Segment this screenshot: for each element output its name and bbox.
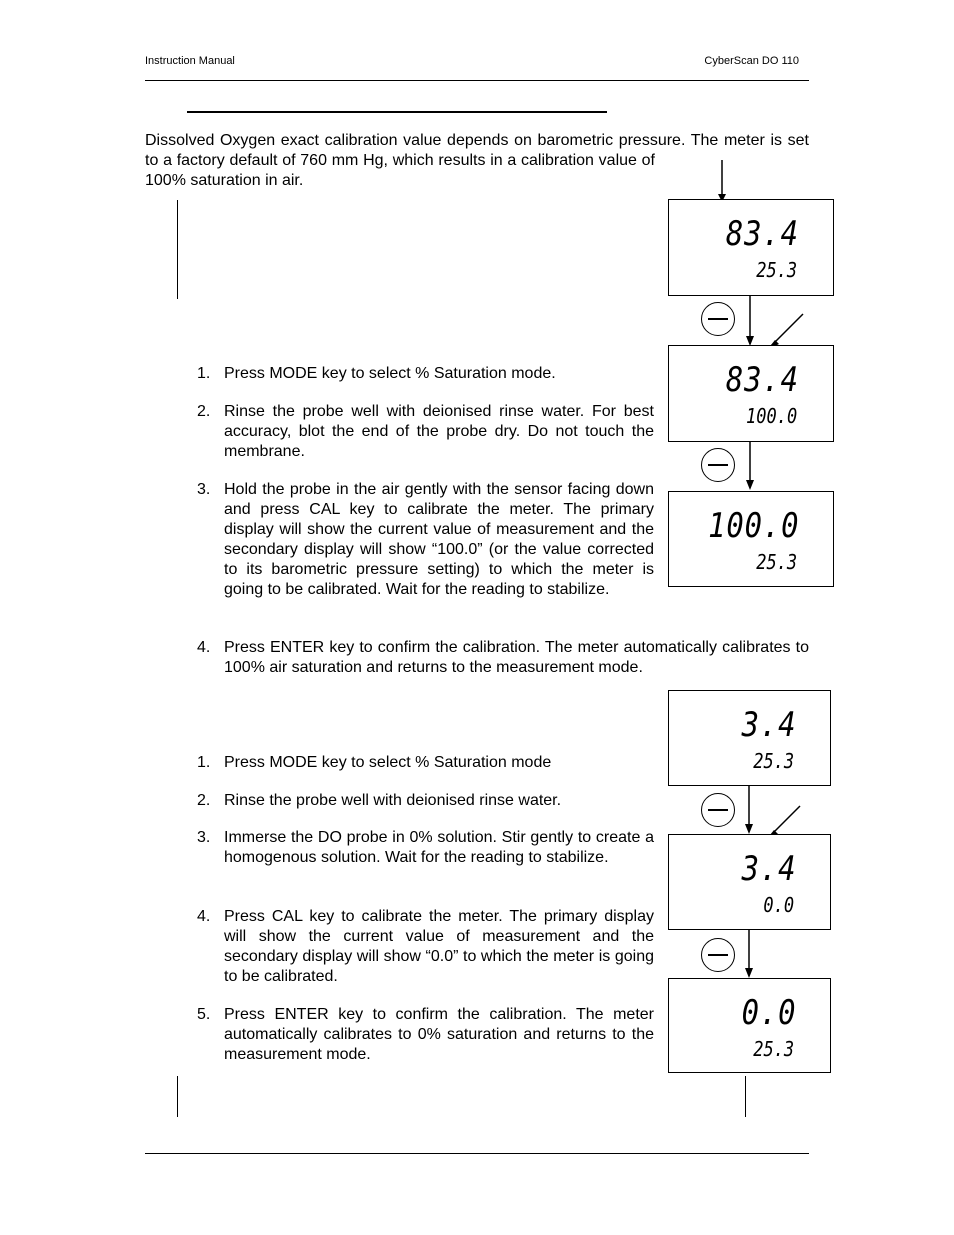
step-text: Rinse the probe well with deionised rinse water. For best accuracy, blot the end of the probe dry. Do not touch the membrane. (224, 403, 654, 460)
step-text: Press MODE key to select % Saturation mode (224, 754, 552, 771)
lcd-primary: 83.4 (725, 214, 799, 254)
step-number: 2. (197, 792, 211, 809)
lcd-primary: 100.0 (707, 506, 799, 546)
header-rule (145, 80, 809, 81)
lcd-primary: 3.4 (741, 849, 796, 889)
step-text: Press ENTER key to confirm the calibration. The meter automatically calibrates to 100% air saturation and returns to the measurement mode. (224, 639, 809, 676)
lcd-secondary: 100.0 (745, 404, 797, 428)
down-arrow-icon (744, 786, 814, 838)
air-step-1 (197, 364, 654, 384)
lcd-display-zero-3 (668, 978, 831, 1073)
lcd-secondary: 0.0 (763, 893, 794, 917)
step-text: Immerse the DO probe in 0% solution. Stir gently to create a homogenous solution. Wait for the reading to stabilize. (224, 829, 654, 866)
lcd-primary: 3.4 (741, 705, 796, 745)
step-number: 4. (197, 639, 211, 656)
margin-bar (177, 1076, 178, 1117)
down-arrow-icon (745, 442, 757, 492)
step-number: 4. (197, 908, 211, 925)
step-text: Press MODE key to select % Saturation mode. (224, 365, 556, 382)
lcd-secondary: 25.3 (753, 1037, 794, 1061)
intro-text: Dissolved Oxygen exact calibration value depends on barometric pressure. The meter is set to a factory default of 760 mm Hg, which results in a calibration value of 100% saturation in air. (145, 132, 809, 189)
step-text: Hold the probe in the air gently with the sensor facing down and press CAL key to calibrate the meter. The primary display will show the current value of measurement and the secondary display will show “100.0” (or the value corrected to its barometric pressure setting) to which the meter is going to be calibrated. Wait for the reading to stabilize. (224, 481, 654, 598)
step-number: 2. (197, 403, 211, 420)
zero-step-1 (197, 753, 654, 773)
key-button-icon (701, 938, 735, 972)
step-text: Rinse the probe well with deionised rinse water. (224, 792, 562, 809)
margin-bar (745, 1076, 746, 1117)
down-arrow-icon (744, 930, 756, 980)
lcd-primary: 83.4 (725, 360, 799, 400)
header-left: Instruction Manual (145, 55, 235, 67)
step-number: 1. (197, 365, 211, 382)
lcd-secondary: 25.3 (753, 749, 794, 773)
lcd-display-air-3 (668, 491, 834, 587)
zero-step-2 (197, 791, 654, 811)
key-button-icon (701, 448, 735, 482)
zero-step-3 (197, 828, 654, 888)
lcd-secondary: 25.3 (756, 258, 797, 282)
lcd-secondary: 25.3 (756, 550, 797, 574)
key-button-icon (701, 793, 735, 827)
step-number: 3. (197, 829, 211, 846)
probe-icon (700, 158, 740, 202)
key-button-icon (701, 302, 735, 336)
step-number: 5. (197, 1006, 211, 1023)
air-step-2 (197, 402, 654, 462)
lcd-display-air-2 (668, 345, 834, 442)
step-text: Press CAL key to calibrate the meter. The primary display will show the current value of measurement and the secondary display will show “0.0” to which the meter is going to be calibrated. (224, 908, 654, 985)
lcd-display-air-1 (668, 199, 834, 296)
zero-step-4 (197, 907, 654, 987)
air-step-4 (197, 638, 809, 678)
lcd-primary: 0.0 (741, 993, 796, 1033)
lcd-display-zero-1 (668, 690, 831, 786)
lcd-display-zero-2 (668, 834, 831, 930)
step-number: 3. (197, 481, 211, 498)
step-text: Press ENTER key to confirm the calibration. The meter automatically calibrates to 0% saturation and returns to the measurement mode. (224, 1006, 654, 1063)
down-arrow-icon (745, 296, 815, 348)
footer-rule (145, 1153, 809, 1154)
step-number: 1. (197, 754, 211, 771)
air-step-3 (197, 480, 654, 620)
zero-step-5 (197, 1005, 654, 1065)
margin-bar (177, 200, 178, 299)
header-right: CyberScan DO 110 (704, 55, 799, 67)
section-heading-underline (187, 111, 607, 113)
